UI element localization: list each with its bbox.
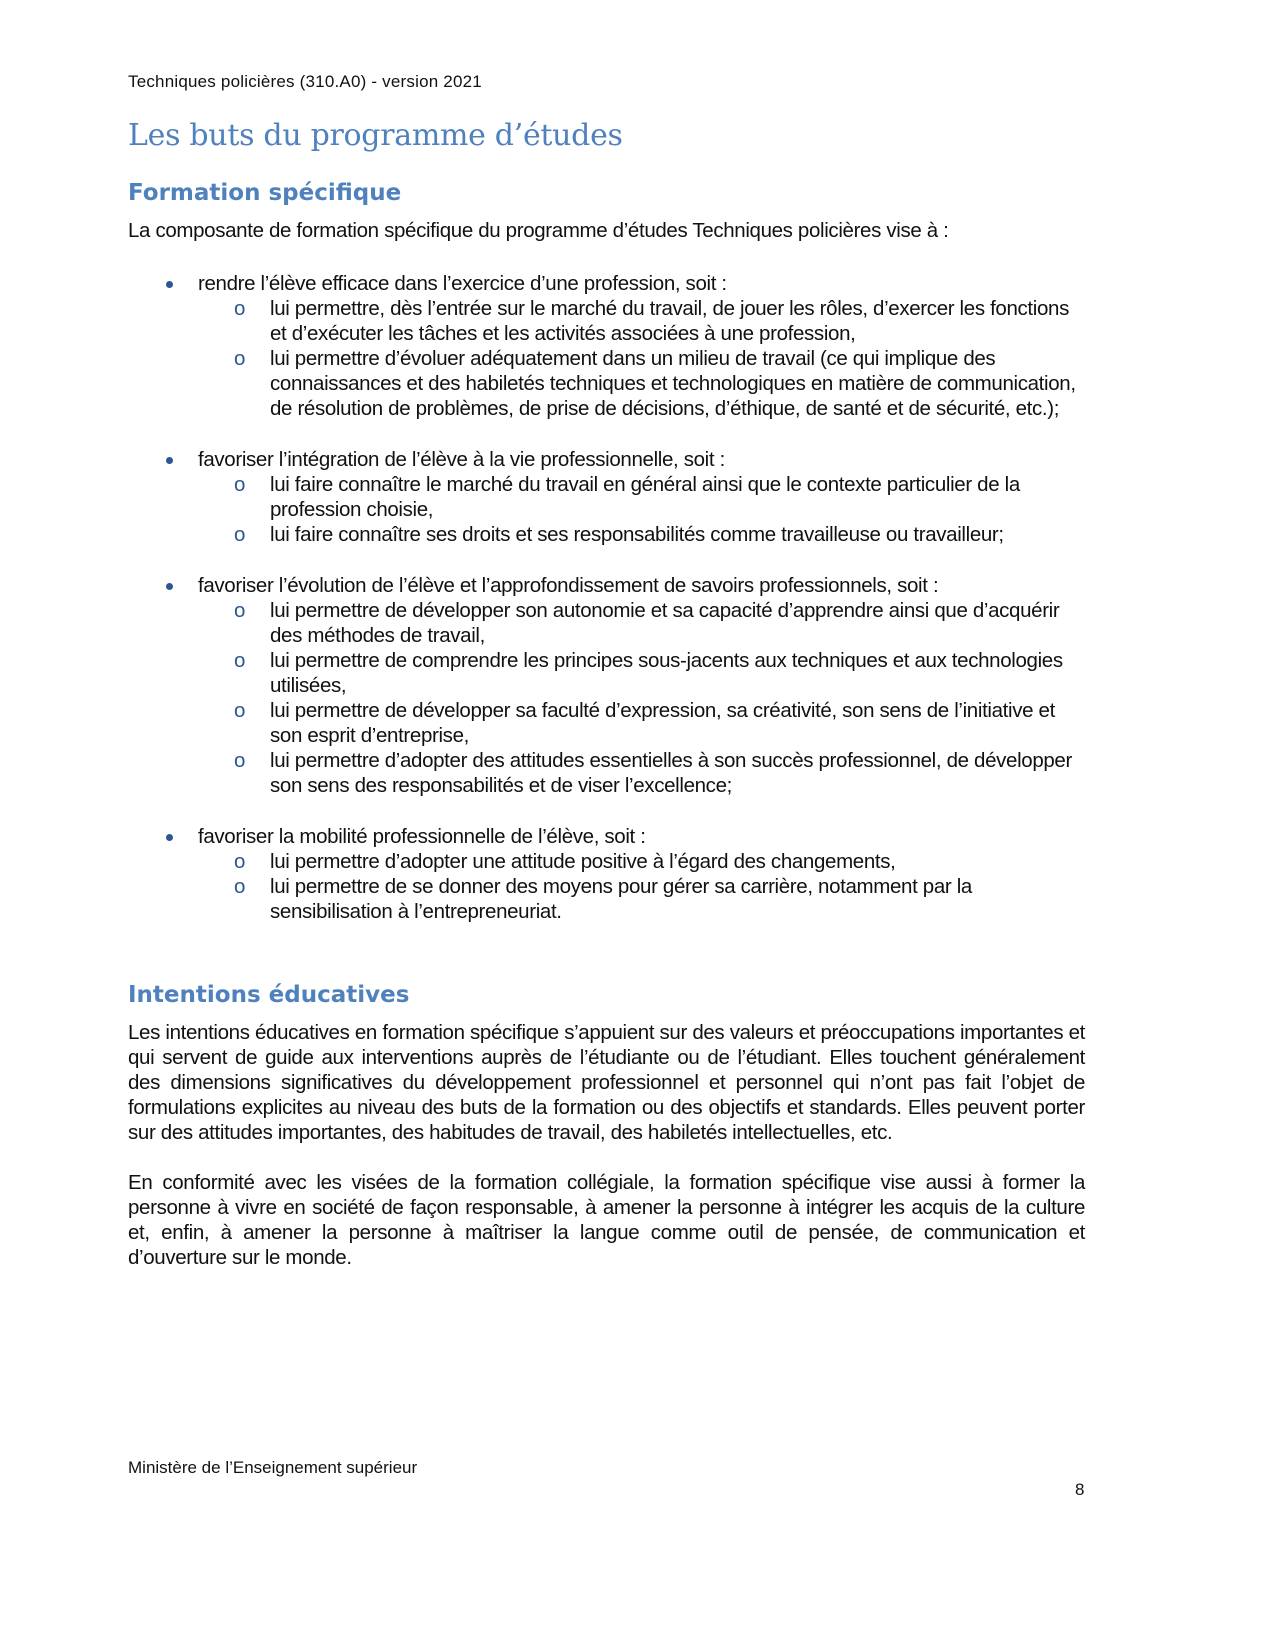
section-heading: Formation spécifique xyxy=(128,180,402,206)
goal-item xyxy=(128,824,1085,924)
circle-bullet-icon: o xyxy=(234,850,246,873)
sub-goal-text: lui permettre de se donner des moyens pour gérer sa carrière, notamment par la sensibilisation à l’entrepreneuriat. xyxy=(270,875,972,923)
sub-goal-text: lui permettre de développer sa faculté d’expression, sa créativité, son sens de l’initiative et son esprit d’entreprise, xyxy=(270,699,1055,747)
sub-goal-text: lui permettre d’adopter une attitude positive à l’égard des changements, xyxy=(270,850,896,873)
intentions-section xyxy=(128,982,1085,1270)
goal-text: favoriser l’évolution de l’élève et l’approfondissement de savoirs professionnels, soit : xyxy=(198,574,939,597)
sub-goal-item xyxy=(198,472,1085,522)
section-heading: Intentions éducatives xyxy=(128,982,410,1008)
goal-item xyxy=(128,573,1085,798)
sub-goals-list xyxy=(198,598,1085,798)
footer: Ministère de l’Enseignement supérieur xyxy=(128,1458,418,1477)
sub-goal-item xyxy=(198,522,1085,547)
sub-goal-item xyxy=(198,849,1085,874)
circle-bullet-icon: o xyxy=(234,699,246,722)
formation-specifique-section xyxy=(128,180,1085,950)
sub-goals-list xyxy=(198,849,1085,924)
sub-goal-text: lui permettre, dès l’entrée sur le marché du travail, de jouer les rôles, d’exercer les fonctions et d’exécuter les tâches et les activités associées à une profession, xyxy=(270,297,1069,345)
circle-bullet-icon: o xyxy=(234,347,246,370)
circle-bullet-icon: o xyxy=(234,749,246,772)
page-number: 8 xyxy=(1075,1480,1085,1499)
sub-goal-item xyxy=(198,598,1085,648)
sub-goal-text: lui permettre de développer son autonomie et sa capacité d’apprendre ainsi que d’acquérir des méthodes de travail, xyxy=(270,599,1060,647)
sub-goal-text: lui permettre de comprendre les principes sous-jacents aux techniques et aux technologies utilisées, xyxy=(270,649,1063,697)
sub-goal-text: lui permettre d’adopter des attitudes essentielles à son succès professionnel, de développer son sens des responsabilités et de viser l’excellence; xyxy=(270,749,1072,797)
sub-goal-item xyxy=(198,748,1085,798)
circle-bullet-icon: o xyxy=(234,649,246,672)
sub-goal-item xyxy=(198,698,1085,748)
goals-list xyxy=(128,271,1085,924)
circle-bullet-icon: o xyxy=(234,297,246,320)
circle-bullet-icon: o xyxy=(234,473,246,496)
sub-goal-item xyxy=(198,346,1085,421)
running-header: Techniques policières (310.A0) - version 2021 xyxy=(128,72,482,91)
sub-goal-item xyxy=(198,648,1085,698)
goal-text: favoriser la mobilité professionnelle de l’élève, soit : xyxy=(198,825,646,848)
sub-goals-list xyxy=(198,296,1085,421)
circle-bullet-icon: o xyxy=(234,599,246,622)
circle-bullet-icon: o xyxy=(234,523,246,546)
sub-goal-item xyxy=(198,874,1085,924)
intro-text: La composante de formation spécifique du programme d’études Techniques policières vise à : xyxy=(128,219,949,242)
goal-item xyxy=(128,271,1085,421)
sub-goals-list xyxy=(198,472,1085,547)
sub-goal-item xyxy=(198,296,1085,346)
goal-text: rendre l’élève efficace dans l’exercice d’une profession, soit : xyxy=(198,272,727,295)
sub-goal-text: lui faire connaître le marché du travail en général ainsi que le contexte particulier de la profession choisie, xyxy=(270,473,1020,521)
paragraph: Les intentions éducatives en formation spécifique s’appuient sur des valeurs et préoccupations importantes et qui servent de guide aux interventions auprès de l’étudiante ou de l’étudiant. Elles touchent généralement des dimensions significatives du développement professionnel et personnel qui n’ont pas fait l’objet de formulations explicites au niveau des buts de la formation ou des objectifs et standards. Elles peuvent porter sur des attitudes importantes, des habitudes de travail, des habiletés intellectuelles, etc. xyxy=(128,1021,1085,1144)
goal-item xyxy=(128,447,1085,547)
page-title: Les buts du programme d’études xyxy=(128,118,623,153)
circle-bullet-icon: o xyxy=(234,875,246,898)
goal-text: favoriser l’intégration de l’élève à la vie professionnelle, soit : xyxy=(198,448,725,471)
sub-goal-text: lui faire connaître ses droits et ses responsabilités comme travailleuse ou travailleur; xyxy=(270,523,1004,546)
sub-goal-text: lui permettre d’évoluer adéquatement dans un milieu de travail (ce qui implique des connaissances et des habiletés techniques et technologiques en matière de communication, de résolution de problèmes, de prise de décisions, d’éthique, de santé et de sécurité, etc.); xyxy=(270,347,1076,420)
paragraph: En conformité avec les visées de la formation collégiale, la formation spécifique vise aussi à former la personne à vivre en société de façon responsable, à amener la personne à intégrer les acquis de la culture et, enfin, à amener la personne à maîtriser la langue comme outil de pensée, de communication et d’ouverture sur le monde. xyxy=(128,1171,1085,1269)
